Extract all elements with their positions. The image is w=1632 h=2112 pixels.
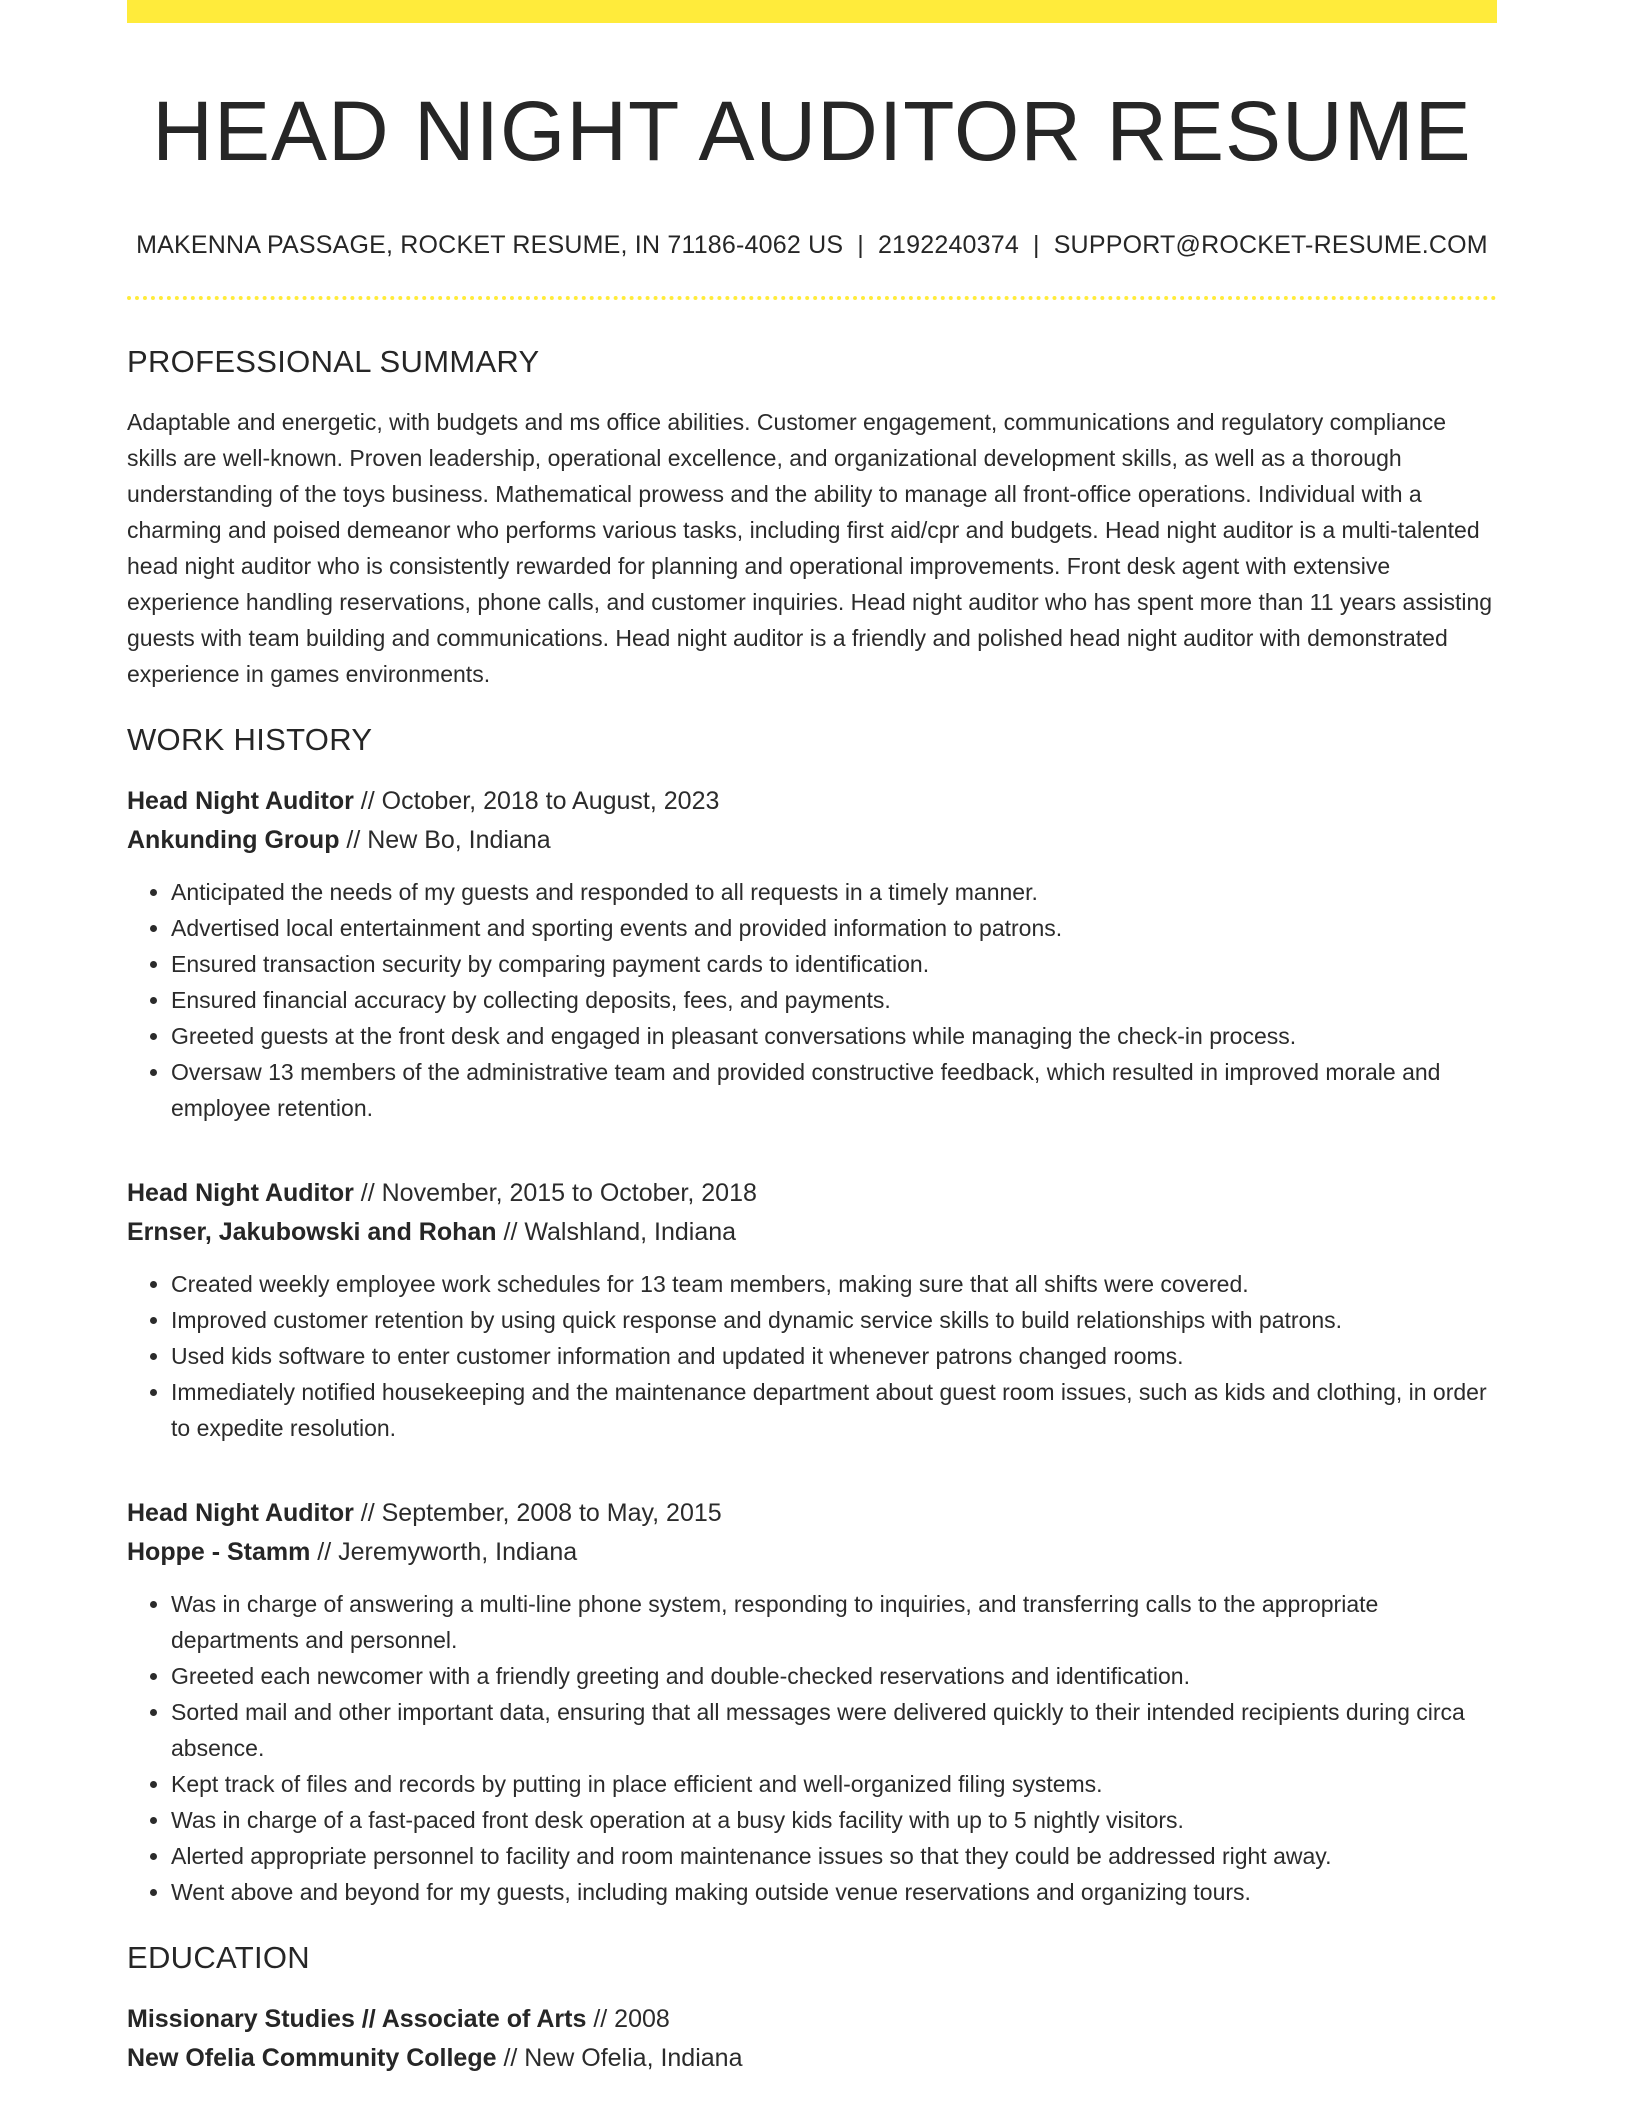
education-degree: Missionary Studies // Associate of Arts: [127, 2005, 587, 2034]
contact-separator: |: [1032, 231, 1040, 260]
list-item: • Oversaw 13 members of the administrative team and provided constructive feedback, which resulted in improved morale and employee retention.: [171, 1054, 1497, 1126]
job-bullets: [127, 1586, 1497, 1910]
summary-heading: PROFESSIONAL SUMMARY: [127, 344, 540, 380]
education-location: // New Ofelia, Indiana: [496, 2044, 743, 2073]
contact-line: [127, 231, 1497, 260]
job-entry: [127, 1494, 1497, 1910]
contact-address: MAKENNA PASSAGE, ROCKET RESUME, IN 71186-4062 US: [136, 231, 844, 260]
job-entry: [127, 782, 1497, 1126]
education-heading: EDUCATION: [127, 1940, 310, 1976]
job-dates: // September, 2008 to May, 2015: [353, 1499, 722, 1528]
list-item: • Anticipated the needs of my guests and responded to all requests in a timely manner.: [171, 874, 1497, 910]
list-item: • Ensured transaction security by comparing payment cards to identification.: [171, 946, 1497, 982]
list-item: • Greeted each newcomer with a friendly greeting and double-checked reservations and identification.: [171, 1658, 1497, 1694]
list-item: • Went above and beyond for my guests, including making outside venue reservations and organizing tours.: [171, 1874, 1497, 1910]
education-school-line: [127, 2039, 1497, 2078]
job-company: Ernser, Jakubowski and Rohan: [127, 1218, 497, 1247]
job-entry: [127, 1174, 1497, 1446]
contact-separator: |: [857, 231, 864, 260]
list-item: • Sorted mail and other important data, ensuring that all messages were delivered quickly to their intended recipients during circa absence.: [171, 1694, 1497, 1766]
summary-text: Adaptable and energetic, with budgets and ms office abilities. Customer engagement, communications and regulatory compliance skills are well-known. Proven leadership, operational excellence, and organizational development skills, as well as a thorough understanding of the toys business. Mathematical prowess and the ability to manage all front-office operations. Individual with a charming and poised demeanor who performs various tasks, including first aid/cpr and budgets. Head night auditor is a multi-talented head night auditor who is consistently rewarded for planning and operational improvements. Front desk agent with extensive experience handling reservations, phone calls, and customer inquiries. Head night auditor who has spent more than 11 years assisting guests with team building and communications. Head night auditor is a friendly and polished head night auditor with demonstrated experience in games environments.: [127, 409, 1493, 688]
list-item: • Was in charge of answering a multi-line phone system, responding to inquiries, and transferring calls to the appropriate departments and personnel.: [171, 1586, 1497, 1658]
education-school: New Ofelia Community College: [127, 2044, 497, 2073]
job-dates: // October, 2018 to August, 2023: [353, 787, 720, 816]
job-company-line: [127, 1213, 1497, 1252]
list-item: • Created weekly employee work schedules for 13 team members, making sure that all shifts were covered.: [171, 1266, 1497, 1302]
header-divider: [127, 296, 1497, 300]
job-title: Head Night Auditor: [127, 1179, 354, 1208]
job-location: // New Bo, Indiana: [339, 826, 551, 855]
work-history-heading: WORK HISTORY: [127, 722, 373, 758]
list-item: • Kept track of files and records by putting in place efficient and well-organized filing systems.: [171, 1766, 1497, 1802]
job-bullets: [127, 1266, 1497, 1446]
job-company: Ankunding Group: [127, 826, 340, 855]
job-title: Head Night Auditor: [127, 787, 354, 816]
job-company-line: [127, 1533, 1497, 1572]
list-item: • Ensured financial accuracy by collecting deposits, fees, and payments.: [171, 982, 1497, 1018]
education-year: // 2008: [586, 2005, 670, 2034]
job-dates: // November, 2015 to October, 2018: [353, 1179, 757, 1208]
list-item: • Advertised local entertainment and sporting events and provided information to patrons.: [171, 910, 1497, 946]
list-item: • Alerted appropriate personnel to facility and room maintenance issues so that they could be addressed right away.: [171, 1838, 1497, 1874]
list-item: • Immediately notified housekeeping and the maintenance department about guest room issues, such as kids and clothing, in order to expedite resolution.: [171, 1374, 1497, 1446]
resume-page: [127, 0, 1497, 2078]
job-location: // Jeremyworth, Indiana: [310, 1538, 578, 1567]
list-item: • Improved customer retention by using quick response and dynamic service skills to build relationships with patrons.: [171, 1302, 1497, 1338]
job-bullets: [127, 874, 1497, 1126]
list-item: • Used kids software to enter customer information and updated it whenever patrons changed rooms.: [171, 1338, 1497, 1374]
page-title: HEAD NIGHT AUDITOR RESUME: [152, 84, 1472, 178]
job-company-line: [127, 821, 1497, 860]
contact-email: SUPPORT@ROCKET-RESUME.COM: [1053, 231, 1488, 260]
job-title-line: [127, 782, 1497, 821]
education-entry: [127, 2000, 1497, 2078]
contact-phone: 2192240374: [877, 231, 1019, 260]
list-item: • Greeted guests at the front desk and engaged in pleasant conversations while managing the check-in process.: [171, 1018, 1497, 1054]
education-degree-line: [127, 2000, 1497, 2039]
list-item: • Was in charge of a fast-paced front desk operation at a busy kids facility with up to 5 nightly visitors.: [171, 1802, 1497, 1838]
job-title-line: [127, 1494, 1497, 1533]
job-title: Head Night Auditor: [127, 1499, 354, 1528]
accent-top-bar: [127, 0, 1497, 23]
job-location: // Walshland, Indiana: [496, 1218, 737, 1247]
job-company: Hoppe - Stamm: [127, 1538, 311, 1567]
job-title-line: [127, 1174, 1497, 1213]
